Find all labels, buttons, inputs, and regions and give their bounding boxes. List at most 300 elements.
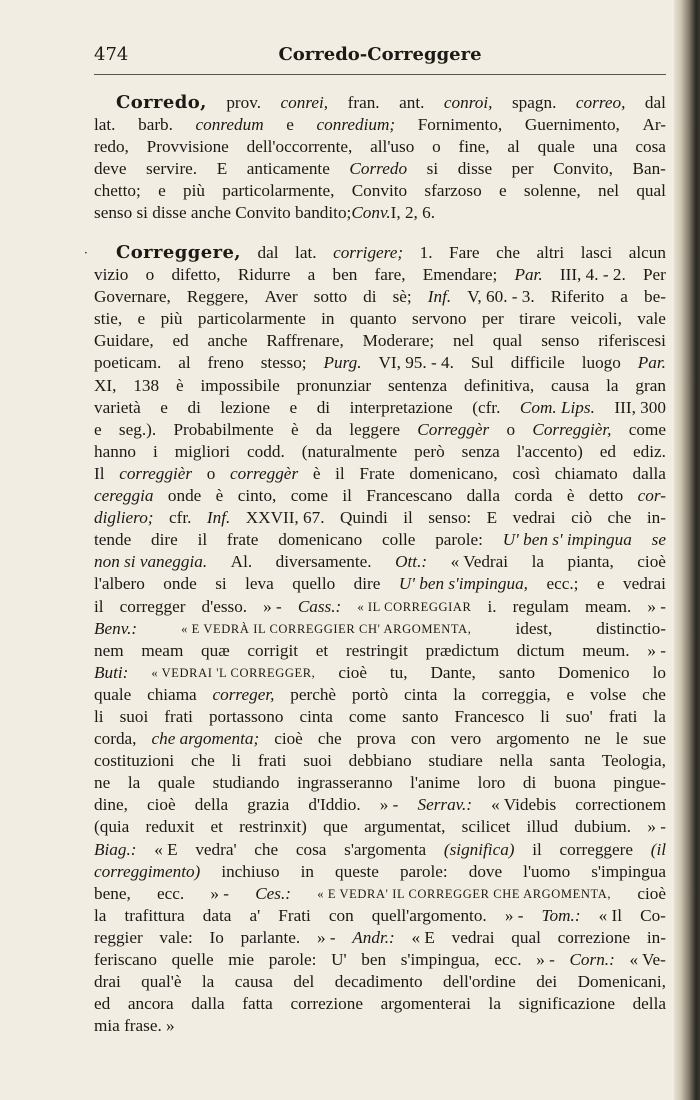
word: i — [152, 441, 158, 461]
word: Quindi — [339, 508, 388, 528]
word: il — [342, 486, 352, 506]
word: servire. — [146, 159, 198, 179]
word: che — [496, 243, 520, 262]
word: qual — [636, 181, 666, 201]
word: « E VEDRA' IL CORREGGER CHE ARGOMENTA, — [317, 886, 612, 901]
word: corrigit — [247, 640, 298, 660]
word: portò — [351, 684, 389, 704]
word: codd. — [247, 441, 285, 461]
word: Fare — [449, 243, 480, 262]
word: correggia, — [481, 684, 551, 704]
word: Serrav.: — [417, 795, 473, 815]
word: d'Iddio. — [308, 795, 361, 815]
word: Io — [209, 927, 224, 947]
word: quello — [292, 574, 336, 594]
word: decadimento — [334, 972, 423, 992]
word: quale — [537, 137, 575, 157]
word: fine, — [458, 137, 490, 157]
word: « E VEDRÀ IL CORREGGIER CH' ARGOMENTA, — [181, 621, 472, 636]
word: di — [522, 773, 537, 793]
word: domenicano — [278, 530, 363, 550]
word: cioè — [637, 552, 666, 572]
word: corregger — [119, 596, 186, 616]
word: correctionem — [575, 795, 666, 815]
word: fatta — [242, 994, 273, 1014]
word: pingue- — [613, 773, 666, 793]
word: ecc. — [494, 950, 522, 969]
text-line — [94, 352, 666, 374]
word: Convito, — [553, 159, 613, 179]
word: » - — [210, 883, 229, 903]
word: se — [651, 530, 666, 550]
word: vedra' — [195, 839, 237, 859]
word: per — [481, 309, 504, 329]
word: prova — [356, 729, 396, 749]
word: il — [335, 463, 345, 483]
word: reggier — [94, 927, 143, 947]
word: « E — [411, 927, 435, 947]
word: della — [632, 994, 666, 1014]
word: » - — [647, 817, 666, 837]
word: poeticam. — [94, 353, 162, 373]
word: Al. — [230, 552, 253, 572]
word: lo — [652, 662, 666, 682]
word: cor- — [637, 486, 666, 506]
word: data — [202, 905, 232, 925]
word: ne — [584, 729, 601, 749]
word: digliero; — [94, 508, 154, 528]
word: anche — [207, 331, 248, 351]
text-line — [94, 308, 666, 330]
word: senso si disse anche Convito bandito; — [94, 203, 352, 223]
word: nella — [499, 751, 533, 771]
word: U' ben s' impingua — [502, 530, 632, 550]
word: regulam — [512, 596, 569, 616]
word: costituzioni — [94, 751, 175, 771]
word: « Il — [598, 905, 623, 925]
page-number: 474 — [94, 44, 129, 65]
word: U' — [331, 950, 347, 969]
word: dictum — [516, 640, 565, 660]
word: della — [194, 795, 229, 815]
word: Dante, — [430, 662, 476, 682]
word: ed — [172, 331, 189, 351]
word: è — [215, 486, 224, 506]
word: ed — [94, 994, 111, 1014]
word: colle — [382, 530, 416, 550]
word: sentenza — [387, 375, 448, 395]
word: sue — [643, 729, 666, 749]
word: volse — [589, 684, 627, 704]
word: argomento — [496, 729, 570, 749]
word: XI, — [94, 375, 117, 395]
word: perchè — [290, 684, 337, 704]
headword: Corredo, — [116, 92, 207, 113]
word: Correggièr, — [532, 419, 612, 439]
word: seg.). — [118, 419, 157, 439]
word: senza — [461, 441, 500, 461]
word: dubium. — [574, 817, 632, 837]
word: diversamente. — [275, 552, 372, 572]
word: stie, — [94, 309, 123, 329]
word: prov. — [226, 93, 262, 112]
word: Com. Lips. — [519, 397, 595, 417]
word: suoi — [119, 706, 149, 726]
word: s'argomenta — [344, 839, 427, 859]
word: ingrasseranno — [297, 773, 393, 793]
word: » - — [536, 950, 555, 969]
word: Probabilmente — [173, 419, 274, 439]
word: li — [540, 706, 550, 726]
text-line — [94, 242, 666, 264]
text-line — [94, 463, 666, 485]
word: tende — [94, 530, 132, 550]
word: » - — [316, 927, 336, 947]
word: a — [620, 287, 628, 307]
word: trafittura — [124, 905, 185, 925]
running-head: Corredo-Correggere — [278, 44, 482, 65]
word: Ban- — [632, 159, 666, 179]
text-line — [94, 573, 666, 595]
word: ben — [361, 950, 387, 969]
word: cosa — [295, 839, 327, 859]
word: dell'ordine — [442, 972, 516, 992]
word: e — [137, 309, 146, 329]
word: s'impingua — [591, 861, 666, 881]
word: III, 300 — [614, 397, 666, 417]
word: riferiscesi — [598, 331, 666, 351]
word: dalla — [632, 463, 666, 483]
word: che — [642, 684, 666, 704]
text-line — [94, 728, 666, 750]
word: lat. — [94, 115, 116, 135]
word: V, 60. - 3. — [467, 287, 535, 307]
word: restrinxit) — [239, 817, 307, 837]
text-line — [94, 618, 666, 640]
word: disse — [457, 159, 493, 179]
word: e — [498, 181, 507, 201]
word: lat. — [295, 243, 317, 262]
word: il — [94, 596, 104, 616]
word: frati — [164, 706, 193, 726]
word: parole: — [268, 950, 317, 969]
word: reduxit — [145, 817, 195, 837]
text-line — [94, 794, 666, 816]
word: correzione — [290, 994, 363, 1014]
word: difetto, — [171, 265, 221, 285]
word: XXVII, 67. — [245, 508, 325, 528]
word: la — [606, 375, 619, 395]
word: Per — [642, 265, 666, 285]
word: al — [178, 353, 191, 373]
word: Convito — [351, 181, 408, 201]
word: l'anime — [410, 773, 461, 793]
word: santa — [549, 751, 585, 771]
word: lasci — [580, 243, 613, 262]
word: conredium; — [316, 115, 396, 135]
word: le — [615, 729, 629, 749]
word: o — [432, 137, 441, 157]
word: barb. — [138, 115, 173, 135]
word: interpretazione — [349, 397, 453, 417]
word: E — [486, 508, 498, 528]
word: suoi — [303, 751, 332, 771]
word: Conv. — [351, 203, 391, 223]
word: correggere — [559, 839, 633, 859]
word: l'accento) — [516, 441, 583, 461]
word: cinta — [404, 684, 438, 704]
word: Frate — [359, 463, 395, 483]
word: dal — [257, 243, 279, 262]
word: corda, — [94, 729, 137, 749]
word: suo' — [565, 706, 593, 726]
word: luogo — [581, 353, 621, 373]
text-line — [94, 180, 666, 202]
text-line — [94, 375, 666, 397]
word: Inf. — [206, 508, 231, 528]
word: con — [410, 729, 436, 749]
word: all'uso — [370, 137, 415, 157]
word: Fornimento, — [417, 115, 503, 135]
word: be- — [644, 287, 666, 307]
word: correzione — [557, 927, 631, 947]
word: la — [201, 972, 215, 992]
word: quanto — [349, 309, 397, 329]
text-line — [94, 839, 666, 861]
text-line — [94, 485, 666, 507]
text-line — [94, 286, 666, 308]
word: particolarmente, — [222, 181, 335, 201]
word: e — [596, 574, 605, 594]
word: Provvisione — [146, 137, 229, 157]
word: per — [511, 159, 534, 179]
word: argumentat, — [364, 817, 446, 837]
word: chiamato — [554, 463, 618, 483]
word: li — [231, 751, 242, 771]
word: drai — [94, 972, 121, 992]
text-line — [94, 949, 666, 971]
word: tu, — [389, 662, 408, 682]
text-line — [94, 750, 666, 772]
word: senso: — [428, 508, 472, 528]
word: cereggia — [94, 486, 154, 506]
entry-correggere — [94, 242, 666, 1037]
word: U' ben s'impingua, — [398, 574, 528, 594]
word: Domenicani, — [577, 972, 666, 992]
word: con — [328, 905, 354, 925]
word: a' — [249, 905, 261, 925]
word: la — [531, 552, 544, 572]
word: come — [628, 419, 666, 439]
word: scilicet — [461, 817, 511, 837]
word: dire — [151, 530, 178, 550]
word: redo, — [94, 137, 129, 157]
word: di — [363, 287, 377, 307]
word: li — [94, 706, 104, 726]
word: gran — [635, 375, 666, 395]
word: buona — [553, 773, 596, 793]
word: Guidare, — [94, 331, 154, 351]
word: cioè — [338, 662, 367, 682]
word: » - — [647, 596, 666, 616]
word: Teologia, — [601, 751, 666, 771]
word: Corredo — [349, 159, 408, 179]
word: leggere — [349, 419, 400, 439]
word: ant. — [399, 93, 425, 112]
word: Il — [94, 463, 105, 483]
word: parlante. — [240, 927, 301, 947]
word: correger, — [212, 684, 275, 704]
word: ed — [599, 441, 617, 461]
text-line — [94, 971, 666, 993]
word: vedrai — [512, 508, 556, 528]
word: « E — [154, 839, 178, 859]
word: stesso; — [260, 353, 307, 373]
word: fran. — [347, 93, 380, 112]
word: dal — [644, 93, 666, 112]
word: senso — [541, 331, 580, 351]
word: santo — [402, 706, 439, 726]
word: hanno — [94, 441, 137, 461]
word: ancora — [127, 994, 174, 1014]
word: quell'argomento. — [371, 905, 487, 925]
word: « IL CORREGGIAR — [357, 599, 472, 614]
word: Ridurre — [237, 265, 291, 285]
word: dine, — [94, 795, 128, 815]
word: bene, — [94, 883, 131, 903]
word: così — [512, 463, 541, 483]
word: Andr.: — [352, 927, 395, 947]
word: » - — [504, 905, 524, 925]
word: « Ve- — [629, 950, 666, 969]
word: sè; — [392, 287, 412, 307]
word: (naturalmente — [301, 441, 398, 461]
word: in- — [646, 508, 666, 528]
word: o — [145, 265, 155, 285]
word: quelle — [171, 950, 214, 969]
word: ne — [94, 773, 111, 793]
text-line — [94, 927, 666, 949]
word: fare, — [374, 265, 406, 285]
word: Tom.: — [541, 905, 581, 925]
word: « Videbis — [491, 795, 557, 815]
word: frati — [608, 706, 638, 726]
word: una — [592, 137, 618, 157]
word: loro — [477, 773, 506, 793]
word: detto — [588, 486, 624, 506]
word: Benv.: — [94, 618, 138, 638]
word: cioè — [637, 883, 666, 903]
word: più — [160, 309, 183, 329]
word: la — [127, 773, 141, 793]
word: Emendare; — [422, 265, 498, 285]
text-line — [94, 158, 666, 180]
word: onde — [167, 486, 202, 506]
word: Governare, — [94, 287, 171, 307]
word: più — [183, 181, 205, 201]
word: da — [315, 419, 333, 439]
word: queste — [335, 861, 379, 881]
text-line — [94, 136, 666, 158]
word: di — [187, 397, 201, 417]
text-line — [94, 92, 666, 114]
word: » - — [263, 596, 282, 616]
word: Domenico — [558, 662, 630, 682]
text-line — [94, 684, 666, 706]
word: portassono — [208, 706, 284, 726]
word: correggèr — [230, 463, 299, 483]
word: meum. — [582, 640, 630, 660]
word: s'impingua, — [400, 950, 480, 969]
page-edge-shadow — [674, 0, 700, 1100]
word: VI, 95. - 4. — [378, 353, 454, 373]
word: (quia — [94, 817, 130, 837]
word: quæ — [201, 640, 230, 660]
text-line — [94, 114, 666, 136]
word: III, 4. - 2. — [559, 265, 626, 285]
word: Ces.: — [255, 883, 292, 903]
word: Ar- — [642, 115, 666, 135]
word: « VEDRAI 'L CORREGGER, — [151, 665, 316, 680]
word: come — [348, 706, 387, 726]
page-header — [94, 44, 666, 75]
word: sotto — [313, 287, 348, 307]
word: nem — [94, 640, 124, 660]
word: chiama — [147, 684, 197, 704]
word: del — [293, 972, 315, 992]
word: dire — [353, 574, 381, 594]
text-line — [94, 529, 666, 551]
text-line — [94, 816, 666, 838]
entry-corredo — [94, 92, 666, 225]
word: lezione — [220, 397, 270, 417]
word: correggimento) — [94, 861, 201, 881]
text-line — [94, 441, 666, 463]
word: et — [210, 817, 223, 837]
word: conrei, — [280, 93, 329, 112]
word: il — [532, 839, 542, 859]
text-line — [94, 202, 666, 224]
word: idest, — [515, 618, 553, 638]
word: conredum — [195, 115, 264, 135]
word: non si vaneggia. — [94, 552, 208, 572]
word: Riferito — [550, 287, 605, 307]
word: servono — [412, 309, 467, 329]
word: freno — [207, 353, 244, 373]
word: la — [488, 994, 501, 1014]
word: 138 — [133, 375, 160, 395]
text-line — [94, 330, 666, 352]
word: o — [506, 419, 516, 439]
word: (il — [650, 839, 666, 859]
word: mie — [228, 950, 255, 969]
word: ediz. — [632, 441, 666, 461]
word: impossibile — [200, 375, 280, 395]
word: l'albero — [94, 574, 145, 594]
word: Cass.: — [297, 596, 342, 616]
word: dell'occorrente, — [246, 137, 353, 157]
word: cfr. — [168, 508, 192, 528]
word: dove — [468, 861, 503, 881]
word: di — [316, 397, 331, 417]
word: vale — [637, 309, 666, 329]
word: solenne, — [523, 181, 581, 201]
word: mia frase. » — [94, 1016, 175, 1036]
word: è — [312, 463, 321, 483]
word: meam — [141, 640, 184, 660]
word: Frati — [278, 905, 311, 925]
word: Aver — [264, 287, 298, 307]
